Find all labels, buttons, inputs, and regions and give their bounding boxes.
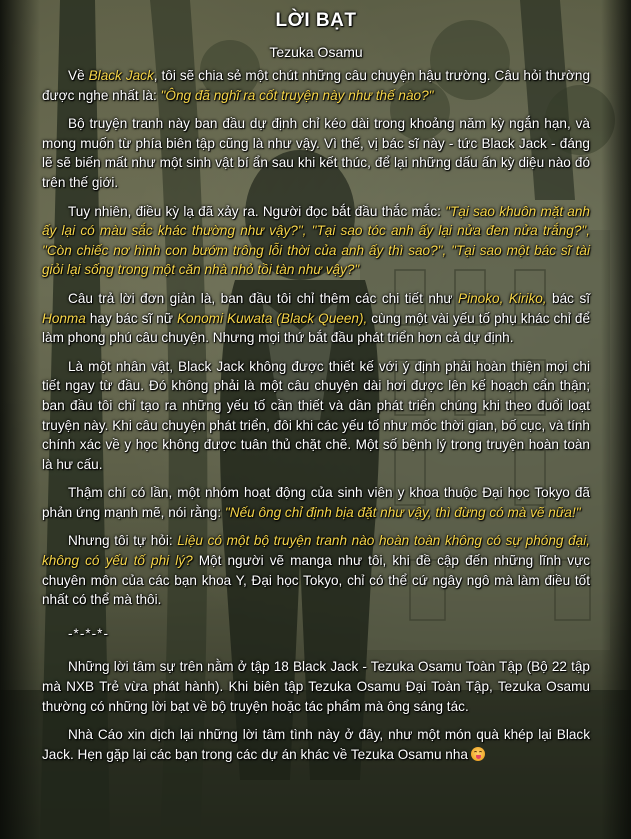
- text-run: bác sĩ: [546, 290, 591, 306]
- text-run: , tôi sẽ chia sẻ một chút những câu chuyện hậu trường. Câu hỏi thường được nghe nhất là:: [42, 68, 591, 103]
- right-edge-shadow: [601, 0, 631, 839]
- emphasis-run: Liệu có một bộ truyện tranh nào hoàn toàn không có sự phóng đại, không có yếu tố phi lý?: [42, 533, 590, 569]
- emphasis-run: Pinoko, Kiriko,: [458, 290, 547, 306]
- paragraph-8: Những lời tâm sự trên nằm ở tập 18 Black Jack - Tezuka Osamu Toàn Tập (Bộ 22 tập mà NXB Trẻ vừa phát hành). Khi biên tập Tezuka Osamu Đại Toàn Tập, Tezuka Osamu thường có những lời bạt về bộ truyện hoặc tác phẩm mà ông sáng tác.: [42, 659, 590, 714]
- quote-run: "Tại sao khuôn mặt anh ấy lại có màu sắc khác thường như vậy?", "Tại sao tóc anh ấy lại nửa đen nửa trắng?", "Còn chiếc nơ hình con bướm trông lỗi thời của anh ấy thì sao?", "Tại sao một bác sĩ tài giỏi lại sống trong một căn nhà nhỏ tồi tàn như vậy?": [42, 203, 590, 278]
- text-run: hay bác sĩ nữ: [85, 310, 177, 326]
- paragraph-1: [42, 66, 590, 105]
- paragraph-3: [42, 202, 590, 280]
- tongue-out-face-icon: [471, 747, 485, 761]
- paragraph-5: Là một nhân vật, Black Jack không được thiết kế với ý định phải hoàn thiện mọi chi tiết ngay từ đầu. Đó không phải là một câu chuyện dài hơi được lên kế hoạch cẩn thận; ban đầu tôi chỉ tạo ra những yếu tố cần thiết và dần phát triển chúng khi theo đuổi loạt truyện này. Khi câu chuyện phát triển, đôi khi các yếu tố như mốc thời gian, bố cục, và tính chính xác về y học không được tuân thủ chặt chẽ. Một số bệnh lý trong truyện hoàn toàn là hư cấu.: [42, 358, 590, 472]
- emphasis-run: Konomi Kuwata (Black Queen),: [176, 310, 368, 326]
- page-title: LỜI BẠT: [275, 10, 357, 31]
- text-run: Câu trả lời đơn giản là, ban đầu tôi chỉ thêm các chi tiết như: [68, 290, 459, 306]
- emphasis-run: Black Jack: [88, 68, 154, 83]
- left-edge-shadow: [0, 0, 40, 839]
- text-run: Tuy nhiên, điều kỳ lạ đã xảy ra. Người đọc bắt đầu thắc mắc:: [68, 203, 446, 219]
- quote-run: "Ông đã nghĩ ra cốt truyện này như thế nào?": [160, 87, 434, 103]
- paragraph-7: [42, 531, 590, 609]
- paragraph-6: [42, 483, 590, 522]
- paragraph-9: [42, 725, 590, 764]
- quote-run: "Nếu ông chỉ định bịa đặt như vậy, thì đừng có mà vẽ nữa!": [224, 504, 581, 520]
- text-run: Nhưng tôi tự hỏi:: [68, 533, 178, 549]
- paragraph-2: Bộ truyện tranh này ban đầu dự định chỉ kéo dài trong khoảng năm kỳ ngắn hạn, và mong muốn từ phía biên tập cũng là như vậy. Vì thế, vị bác sĩ này - tức Black Jack - đáng lẽ sẽ biến mất như một sinh vật bí ẩn sau khi kết thúc, để lại những dấu ấn kỳ diệu nào đó trên thế giới.: [42, 116, 590, 190]
- text-run: cùng một vài yếu tố phụ khác chỉ để làm phong phú câu chuyện. Nhưng mọi thứ bắt đầu phát triển hơn cả dự định.: [42, 310, 591, 346]
- text-run: Thậm chí có lần, một nhóm hoạt động của sinh viên y khoa thuộc Đại học Tokyo đã phản ứng mạnh mẽ, nói rằng:: [42, 485, 590, 520]
- author-name: Tezuka Osamu: [269, 44, 363, 60]
- emphasis-run: Honma: [42, 310, 86, 326]
- text-run: Một người vẽ manga như tôi, khi đề cập đến những lĩnh vực chuyên môn của các bạn khoa Y, Đại học Tokyo, chỉ có thể cứ ngây ngô mà làm điều tốt nhất có thể mà thôi.: [42, 553, 590, 608]
- article: [42, 8, 590, 773]
- section-separator: -*-*-*-: [68, 625, 109, 641]
- text-run: Về: [68, 68, 89, 83]
- paragraph-4: [42, 289, 590, 348]
- text-run: Nhà Cáo xin dịch lại những lời tâm tình này ở đây, như một món quà khép lại Black Jack. Hẹn gặp lại các bạn trong các dự án khác về Tezuka Osamu nha: [42, 727, 590, 762]
